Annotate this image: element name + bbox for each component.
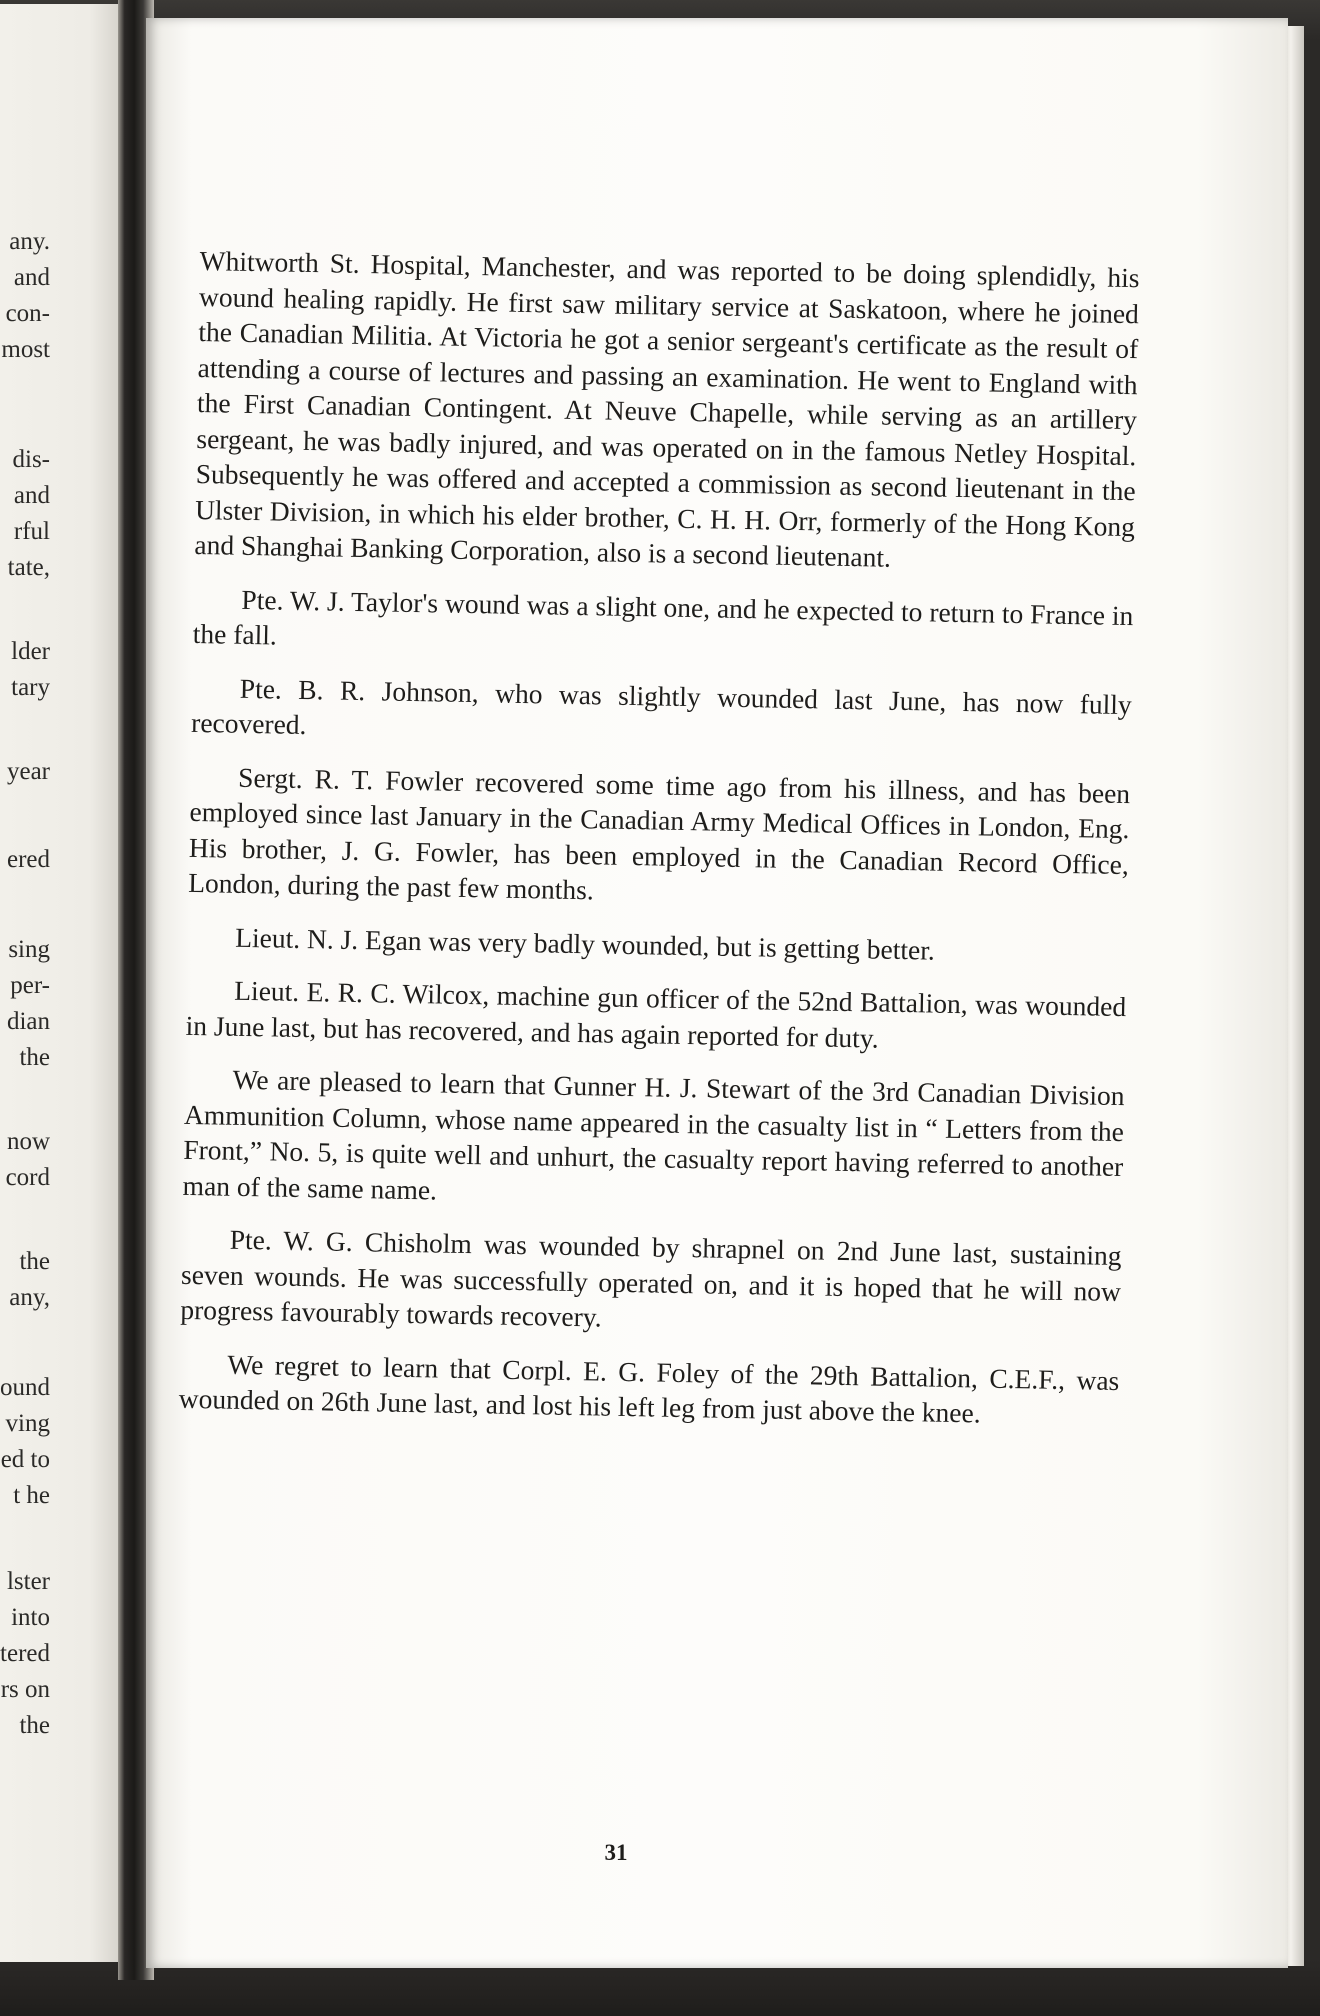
left-fragment: and xyxy=(13,482,50,509)
page-number: 31 xyxy=(604,1840,628,1865)
left-fragment: sing xyxy=(8,936,50,963)
left-fragment: the xyxy=(19,1044,50,1071)
left-fragment: rful xyxy=(13,518,50,545)
left-fragment: most xyxy=(1,336,50,363)
paragraph-egan: Lieut. N. J. Egan was very badly wounded, but is getting better. xyxy=(235,921,936,966)
left-fragment: year xyxy=(6,758,50,785)
left-fragment: tary xyxy=(11,674,50,701)
paragraph-taylor: Pte. W. J. Taylor's wound was a slight one, and he expected to return to France in the fall. xyxy=(192,583,1134,651)
left-fragment: per- xyxy=(10,972,50,999)
left-fragment: dian xyxy=(6,1008,50,1035)
left-fragment: lder xyxy=(11,638,50,665)
paragraph-orr-continued: Whitworth St. Hospital, Manchester, and was reported to be doing splendidly, his wound healing rapidly. He first saw military service at Saskatoon, where he joined the Canadian Militia. At Victoria he got a senior sergeant's certificate as the result of attending a course of lectures and passing an examination. He went to England with the First Canadian Contingent. At Neuve Chapelle, while serving as an artillery sergeant, he was badly injured, and was operated on in the famous Netley Hospital. Subsequently he was offered and accepted a commission as second lieutenant in the Ulster Division, in which his elder brother, C. H. H. Orr, formerly of the Hong Kong and Shanghai Banking Corporation, also is a second lieutenant. xyxy=(194,244,1140,573)
left-fragment: the xyxy=(19,1248,50,1275)
left-fragment: and xyxy=(13,264,50,291)
left-fragment: dis- xyxy=(12,446,50,473)
left-fragment: ound xyxy=(0,1374,50,1401)
left-fragment: t he xyxy=(13,1482,50,1509)
left-fragment: any. xyxy=(9,228,50,255)
left-facing-page xyxy=(0,4,128,1962)
paragraph-fowler: Sergt. R. T. Fowler recovered some time ago from his illness, and has been employed since last January in the Canadian Army Medical Offices in London, Eng. His brother, J. G. Fowler, has been employed in the Canadian Record Office, London, during the past few months. xyxy=(187,761,1131,906)
paragraph-johnson: Pte. B. R. Johnson, who was slightly wounded last June, has now fully recovered. xyxy=(190,672,1132,741)
left-fragment: lster xyxy=(6,1568,50,1595)
paragraph-foley: We regret to learn that Corpl. E. G. Foley of the 29th Battalion, C.E.F., was wounded on 26th June last, and lost his left leg from just above the knee. xyxy=(178,1348,1120,1429)
left-fragment: into xyxy=(11,1604,50,1631)
left-fragment: now xyxy=(6,1128,50,1155)
left-fragment: tered xyxy=(0,1640,50,1667)
left-fragment: tate, xyxy=(7,554,50,581)
left-fragment: con- xyxy=(5,300,50,327)
left-fragment: any, xyxy=(9,1284,50,1311)
paragraph-chisholm: Pte. W. G. Chisholm was wounded by shrapnel on 2nd June last, sustaining seven wounds. He was successfully operated on, and it is hoped that he will now progress favourably towards recovery. xyxy=(180,1223,1122,1333)
left-fragment: the xyxy=(19,1712,50,1739)
page-body-text xyxy=(178,243,1140,1452)
left-fragment: ered xyxy=(6,846,50,873)
paragraph-stewart: We are pleased to learn that Gunner H. J. Stewart of the 3rd Canadian Division Ammunition Column, whose name appeared in the casualty list in “ Letters from the Front,” No. 5, is quite well and unhurt, the casualty report having referred to another man of the same name. xyxy=(182,1063,1125,1205)
left-fragment: ed to xyxy=(0,1446,50,1473)
paragraph-wilcox: Lieut. E. R. C. Wilcox, machine gun officer of the 52nd Battalion, was wounded in June last, but has recovered, and has again reported for duty. xyxy=(185,974,1127,1054)
left-fragment: cord xyxy=(5,1164,50,1191)
left-fragment: rs on xyxy=(0,1676,50,1703)
left-fragment: ving xyxy=(5,1410,50,1437)
